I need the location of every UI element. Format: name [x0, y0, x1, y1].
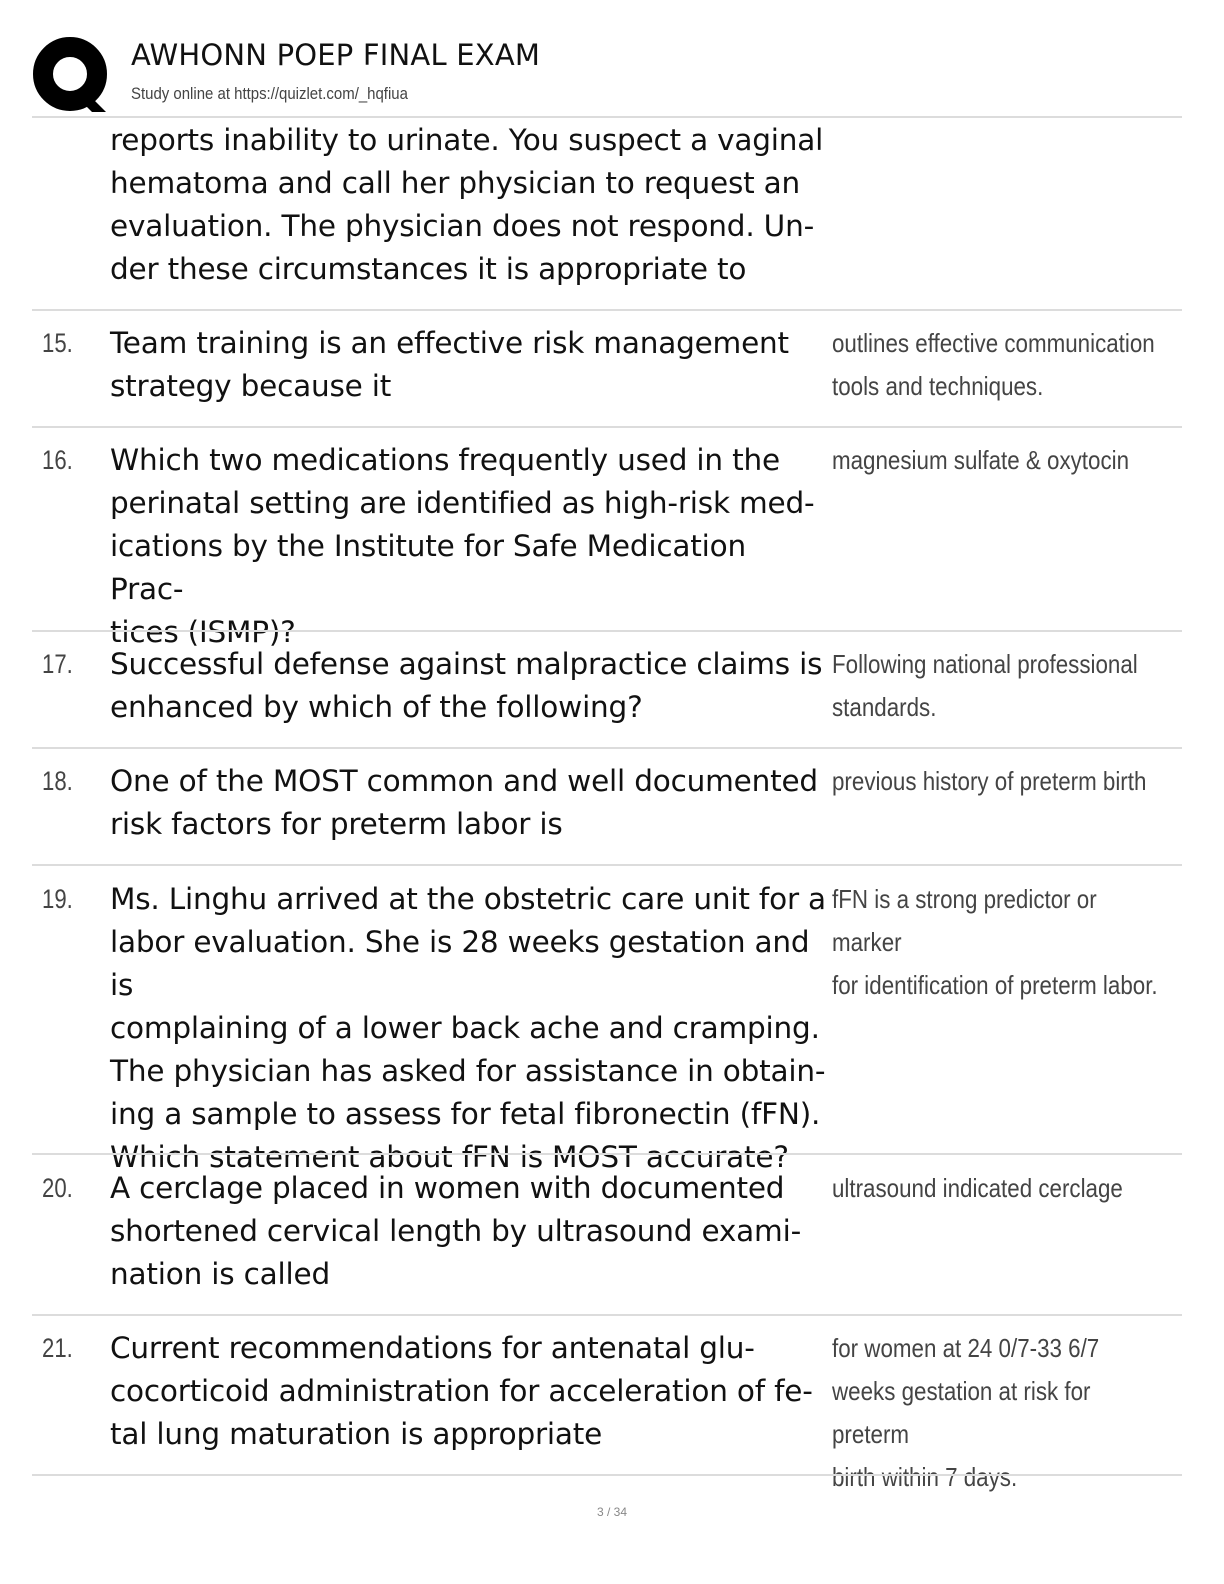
divider — [32, 116, 1182, 118]
card-answer: ultrasound indicated cerclage — [832, 1173, 1123, 1203]
page-header — [32, 28, 1182, 118]
card-answer: fFN is a strong predictor or marker for identification of preterm labor. — [832, 884, 1158, 1000]
card-question: Current recommendations for antenatal glu- cocorticoid administration for acceleration of fe- tal lung maturation is appropriate — [110, 1331, 813, 1451]
page-number: 3 / 34 — [596, 1505, 628, 1519]
divider — [32, 309, 1182, 311]
divider — [32, 426, 1182, 428]
divider — [32, 1314, 1182, 1316]
card-number: 16. — [42, 445, 73, 475]
card-number: 19. — [42, 884, 73, 914]
card-question: Team training is an effective risk management strategy because it — [110, 326, 789, 403]
card-number: 15. — [42, 328, 73, 358]
study-online-link[interactable]: Study online at https://quizlet.com/_hqfiua — [131, 84, 408, 103]
divider — [32, 747, 1182, 749]
card-number: 21. — [42, 1333, 73, 1363]
card-answer: magnesium sulfate & oxytocin — [832, 445, 1130, 475]
card-question: A cerclage placed in women with documented shortened cervical length by ultrasound exami- nation is called — [110, 1171, 802, 1291]
divider — [32, 1153, 1182, 1155]
card-answer: for women at 24 0/7-33 6/7 weeks gestation at risk for preterm birth within 7 days. — [832, 1333, 1100, 1492]
divider — [32, 630, 1182, 632]
quizlet-q-logo-icon — [32, 36, 112, 116]
divider — [32, 864, 1182, 866]
card-question: reports inability to urinate. You suspect a vaginal hematoma and call her physician to request an evaluation. The physician does not respond. Un- der these circumstances it is appropriate to — [110, 123, 824, 286]
card-question: Ms. Linghu arrived at the obstetric care unit for a labor evaluation. She is 28 weeks gestation and is complaining of a lower back ache and cramping. The physician has asked for assistance in obtain- ing a sample to assess for fetal fibronectin (fFN). Which statement about fFN is MOST accurate? — [110, 882, 826, 1174]
card-answer: previous history of preterm birth — [832, 766, 1147, 796]
card-answer: Following national professional standards. — [832, 649, 1138, 722]
divider — [32, 1474, 1182, 1476]
card-answer: outlines effective communication tools and techniques. — [832, 328, 1155, 401]
card-number: 18. — [42, 766, 73, 796]
card-question: Successful defense against malpractice claims is enhanced by which of the following? — [110, 647, 823, 724]
card-number: 20. — [42, 1173, 73, 1203]
document-title: AWHONN POEP FINAL EXAM — [131, 38, 541, 72]
card-number: 17. — [42, 649, 73, 679]
card-question: Which two medications frequently used in the perinatal setting are identified as high-risk med- ications by the Institute for Safe Medication Prac- tices (ISMP)? — [110, 443, 815, 649]
card-question: One of the MOST common and well documented risk factors for preterm labor is — [110, 764, 818, 841]
